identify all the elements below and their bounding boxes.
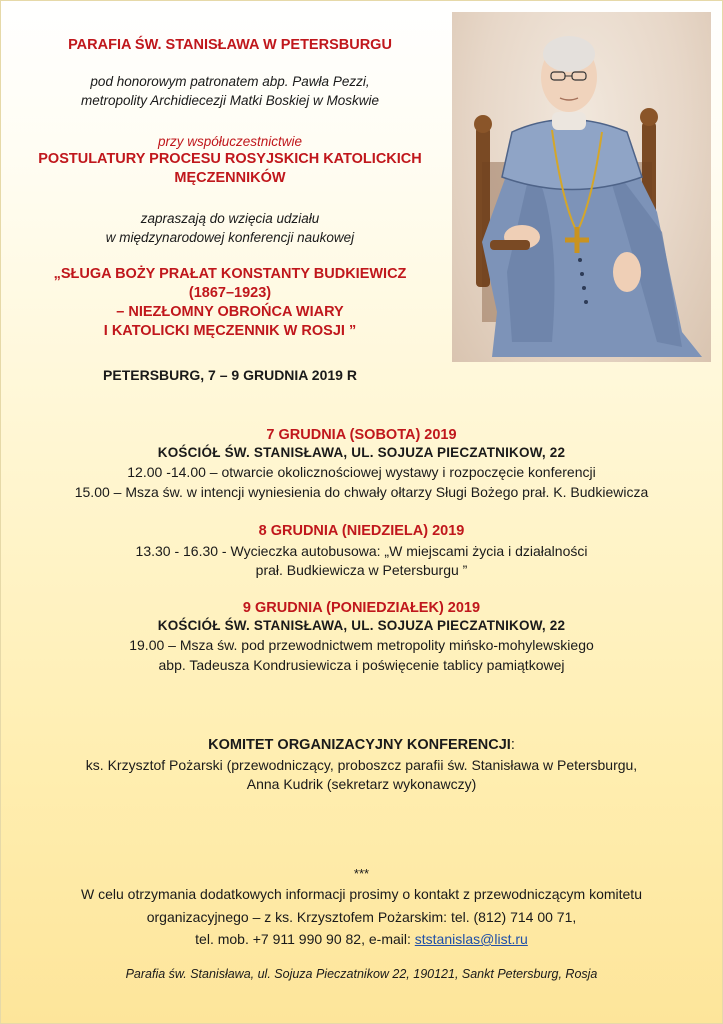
day-3-line-1: 19.00 – Msza św. pod przewodnictwem metropolity mińsko-mohylewskiego: [129, 637, 594, 653]
conference-title-1: „SŁUGA BOŻY PRAŁAT KONSTANTY BUDKIEWICZ: [53, 266, 407, 282]
conference-dates: PETERSBURG, 7 – 9 GRUDNIA 2019 R: [103, 367, 357, 383]
email-link[interactable]: ststanislas@list.ru: [414, 931, 528, 947]
day-3-heading: 9 GRUDNIA (PONIEDZIAŁEK) 2019: [242, 600, 481, 616]
day-2-line-1: 13.30 - 16.30 - Wycieczka autobusowa: „W miejscami życia i działalności: [135, 543, 588, 559]
conference-title-4: I KATOLICKI MĘCZENNIK W ROSJI ”: [103, 323, 357, 339]
day-2-heading: 8 GRUDNIA (NIEDZIELA) 2019: [258, 523, 465, 539]
cooperation-line: przy współuczestnictwie: [157, 134, 303, 149]
committee-line-1: ks. Krzysztof Pożarski (przewodniczący, proboszcz parafii św. Stanisława w Petersburgu,: [85, 757, 638, 773]
patronage-line-1: pod honorowym patronatem abp. Pawła Pezzi,: [90, 74, 370, 89]
postulatura-line-1: POSTULATURY PROCESU ROSYJSKICH KATOLICKICH: [38, 151, 422, 167]
priest-portrait-icon: [452, 12, 711, 362]
committee-colon: :: [510, 737, 515, 753]
day-2-line-2: prał. Budkiewicza w Petersburgu ”: [255, 562, 468, 578]
invite-line-2: w międzynarodowej konferencji naukowej: [105, 230, 355, 245]
contact-phone-text: tel. mob. +7 911 990 90 82, e-mail:: [195, 931, 415, 947]
separator-stars: ***: [353, 866, 370, 881]
committee-heading: [0, 737, 723, 753]
contact-line-1: W celu otrzymania dodatkowych informacji prosimy o kontakt z przewodniczącym komitetu: [81, 886, 642, 902]
footer-address: Parafia św. Stanisława, ul. Sojuza Pieczatnikow 22, 190121, Sankt Petersburg, Rosja: [125, 967, 598, 981]
day-1-line-2: 15.00 – Msza św. w intencji wyniesienia do chwały ołtarzy Sługi Bożego prał. K. Budkiewicza: [74, 484, 649, 500]
conference-title-2: (1867–1923): [188, 285, 272, 301]
day-3-place: KOŚCIÓŁ ŚW. STANISŁAWA, UL. SOJUZA PIECZATNIKOW, 22: [157, 618, 566, 633]
day-1-line-1: 12.00 -14.00 – otwarcie okolicznościowej wystawy i rozpoczęcie konferencji: [127, 464, 596, 480]
postulatura-line-2: MĘCZENNIKÓW: [174, 170, 286, 186]
day-1-heading: 7 GRUDNIA (SOBOTA) 2019: [266, 427, 457, 443]
committee-line-2: Anna Kudrik (sekretarz wykonawczy): [246, 776, 477, 792]
conference-title-3: – NIEZŁOMNY OBROŃCA WIARY: [116, 304, 344, 320]
invite-line-1: zapraszają do wzięcia udziału: [140, 211, 320, 226]
contact-line-2: organizacyjnego – z ks. Krzysztofem Pożarskim: tel. (812) 714 00 71,: [146, 909, 577, 925]
contact-line-3: [0, 931, 723, 947]
committee-heading-text: KOMITET ORGANIZACYJNY KONFERENCJI: [208, 737, 511, 753]
day-1-place: KOŚCIÓŁ ŚW. STANISŁAWA, UL. SOJUZA PIECZATNIKOW, 22: [157, 445, 566, 460]
day-3-line-2: abp. Tadeusza Kondrusiewicza i poświęcenie tablicy pamiątkowej: [158, 657, 565, 673]
parish-name: PARAFIA ŚW. STANISŁAWA W PETERSBURGU: [68, 37, 392, 53]
patronage-line-2: metropolity Archidiecezji Matki Boskiej w Moskwie: [80, 93, 380, 108]
